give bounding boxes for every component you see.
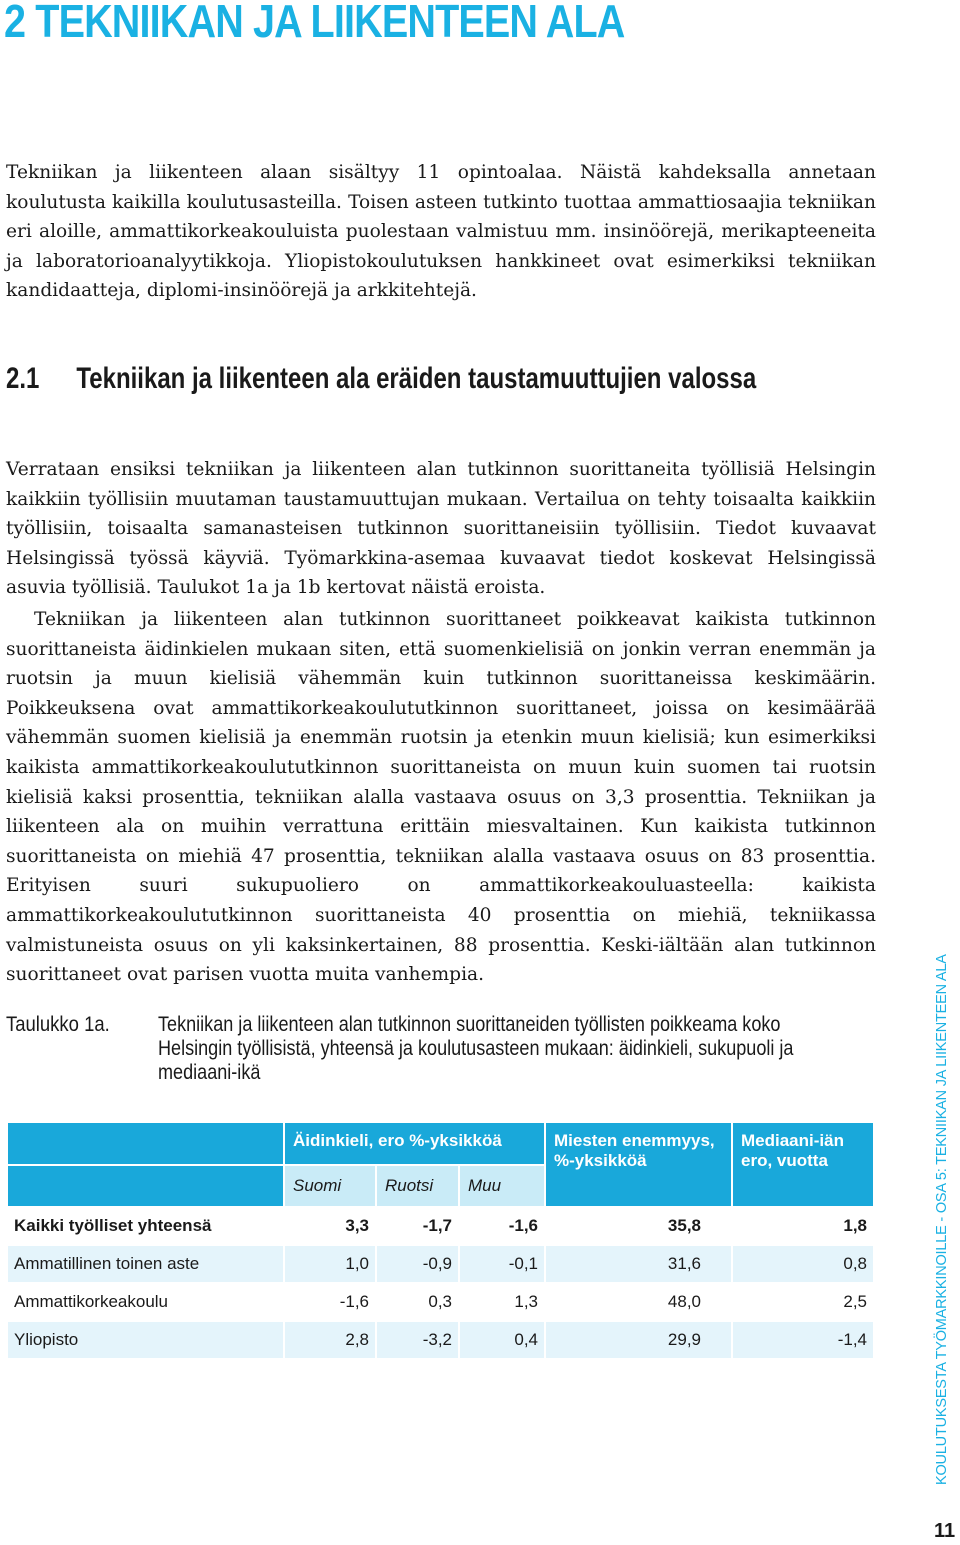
table-label: Taulukko 1a. xyxy=(6,1013,110,1036)
cell-muu: 1,3 xyxy=(514,1292,538,1311)
header-blank-cell xyxy=(8,1166,283,1206)
cell-suomi: 3,3 xyxy=(345,1216,369,1235)
cell-men: 48,0 xyxy=(667,1292,701,1311)
table-row xyxy=(8,1284,873,1320)
running-footer: KOULUTUKSESTA TYÖMARKKINOILLE - OSA 5: TEKNIIKAN JA LIIKENTEEN ALA xyxy=(934,954,950,1485)
cell-suomi: -1,6 xyxy=(339,1292,369,1311)
cell-suomi: 1,0 xyxy=(285,1246,375,1282)
data-table xyxy=(6,1121,875,1360)
cell-muu: -1,6 xyxy=(508,1216,538,1235)
page-number: 11 xyxy=(934,1520,956,1542)
row-label: Ammattikorkeakoulu xyxy=(14,1292,169,1311)
cell-muu: -0,1 xyxy=(460,1246,544,1282)
cell-age: 0,8 xyxy=(733,1246,873,1282)
cell-men: 31,6 xyxy=(546,1246,731,1282)
subheader-ruotsi: Ruotsi xyxy=(377,1166,458,1206)
age-header: Mediaani-iän ero, vuotta xyxy=(733,1123,873,1206)
row-label: Yliopisto xyxy=(8,1322,283,1358)
cell-muu: 0,4 xyxy=(460,1322,544,1358)
cell-men: 35,8 xyxy=(667,1216,701,1235)
intro-paragraph: Tekniikan ja liikenteen alaan sisältyy 11 opintoalaa. Näistä kahdeksalla annetaan koulutusta kaikilla koulutusasteilla. Toisen asteen tutkinto tuottaa ammattiosaajia tekniikan eri aloille, ammattikorkeakouluista puolestaan valmistuu mm. insinöörejä, merikapteeneita ja laboratorioanalyytikkoja. Yliopistokoulutuksen hankkineet ovat esimerkiksi tekniikan kandidaatteja, diplomi-insinöörejä ja arkkitehtejä. xyxy=(6,162,876,302)
table-row xyxy=(8,1322,873,1358)
cell-ruotsi: -1,7 xyxy=(422,1216,452,1235)
subheader-muu: Muu xyxy=(460,1166,544,1206)
language-group-header: Äidinkieli, ero %-yksikköä xyxy=(285,1123,544,1164)
cell-age: 2,5 xyxy=(843,1292,867,1311)
subheader-suomi: Suomi xyxy=(285,1166,375,1206)
cell-age: -1,4 xyxy=(733,1322,873,1358)
section-heading xyxy=(6,362,756,396)
body-paragraph-1: Verrataan ensiksi tekniikan ja liikenteen alan tutkinnon suorittaneita työllisiä Helsingin kaikkiin työllisiin muutaman taustamuuttujan mukaan. Vertailua on tehty toisaalta kaikkiin työllisiin, toisaalta samanasteisen tutkinnon suorittaneisiin työllisiin. Tiedot kuvaavat Helsingissä työssä käyviä. Työmarkkina-asemaa kuvaavat tiedot koskevat Helsingissä asuvia työllisiä. Taulukot 1a ja 1b kertovat näistä eroista. xyxy=(6,459,876,599)
chapter-title: 2 TEKNIIKAN JA LIIKENTEEN ALA xyxy=(4,0,625,47)
cell-ruotsi: 0,3 xyxy=(428,1292,452,1311)
table-caption: Tekniikan ja liikenteen alan tutkinnon suorittaneiden työllisten poikkeama koko Helsingin työllisistä, yhteensä ja koulutusasteen mukaan: äidinkieli, sukupuoli ja mediaani-ikä xyxy=(158,1013,794,1084)
body-paragraph-2: Tekniikan ja liikenteen alan tutkinnon suorittaneet poikkeavat kaikista tutkinnon suorittaneista äidinkielen mukaan siten, että suomenkielisiä on jonkin verran enemmän ja ruotsin ja muun kielisiä vähemmän kuin tutkinnon suorittaneissa keskimäärin. Poikkeuksena ovat ammattikorkeakoulututkinnon suorittaneet, joissa on kesimäärää vähemmän suomen kielisiä ja enemmän ruotsin ja etenkin muun kielisiä; kun esimerkiksi kaikista ammattikorkeakoulututkinnon suorittaneista on muun kuin suomen tai ruotsin kielisiä kaksi prosenttia, tekniikan alalla vastaava osuus on 3,3 prosenttia. Tekniikan ja liikenteen ala on muihin verrattuna erittäin miesvaltainen. Kun kaikista tutkinnon suorittaneista on miehiä 47 prosenttia, tekniikan alalla vastaava osuus on 83 prosenttia. Erityisen suuri sukupuoliero on ammattikorkeakouluasteella: kaikista ammattikorkeakoulututkinnon suorittaneista 40 prosenttia on miehiä, tekniikassa valmistuneista osuus on yli kaksinkertainen, 88 prosenttia. Keski-iältään alan tutkinnon suorittaneet ovat parisen vuotta muita vanhempia. xyxy=(6,609,876,986)
table-row xyxy=(8,1246,873,1282)
cell-ruotsi: -0,9 xyxy=(377,1246,458,1282)
cell-men: 29,9 xyxy=(546,1322,731,1358)
row-label: Kaikki työlliset yhteensä xyxy=(14,1216,212,1235)
row-label: Ammatillinen toinen aste xyxy=(8,1246,283,1282)
section-number: 2.1 xyxy=(6,362,40,395)
table-row xyxy=(8,1208,873,1244)
cell-ruotsi: -3,2 xyxy=(377,1322,458,1358)
header-blank-cell xyxy=(8,1123,283,1164)
men-header: Miesten enemmyys, %-yksikköä xyxy=(546,1123,731,1206)
section-title: Tekniikan ja liikenteen ala eräiden taustamuuttujien valossa xyxy=(76,362,757,395)
cell-age: 1,8 xyxy=(843,1216,867,1235)
cell-suomi: 2,8 xyxy=(285,1322,375,1358)
